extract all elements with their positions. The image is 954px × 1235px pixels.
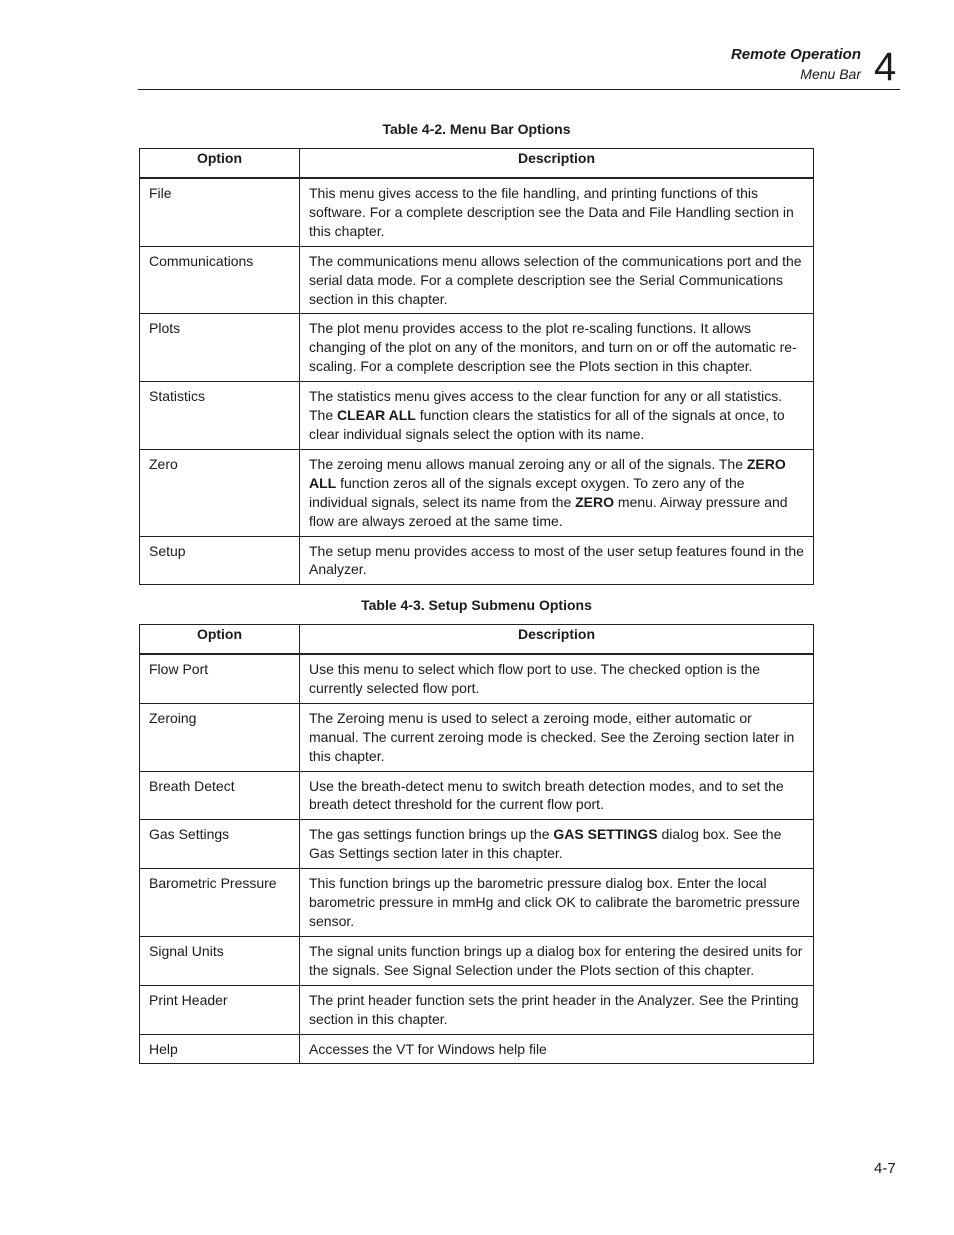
- description-cell: [300, 936, 814, 985]
- description-cell: [300, 820, 814, 869]
- description-cell: [300, 449, 814, 536]
- description-text: The print header function sets the print header in the Analyzer. See the Printing section in this chapter.: [309, 991, 799, 1027]
- description-cell: [300, 703, 814, 771]
- table-row: [140, 869, 814, 937]
- description-emphasis: CLEAR ALL: [337, 407, 416, 424]
- table-row: [140, 820, 814, 869]
- description-emphasis: GAS SETTINGS: [553, 826, 658, 843]
- header-section-title: Remote Operation: [730, 46, 861, 63]
- option-cell: Barometric Pressure: [140, 869, 300, 937]
- description-text: The statistics menu gives access to the clear function for any or all statistics. The: [309, 388, 783, 424]
- description-cell: [300, 771, 814, 820]
- table-row: [140, 449, 814, 536]
- description-cell: [300, 536, 814, 585]
- setup-submenu-options-table: [139, 624, 814, 1064]
- table-row: [140, 771, 814, 820]
- option-cell: Setup: [140, 536, 300, 585]
- column-header-option: Option: [140, 625, 300, 655]
- table-row: [140, 654, 814, 703]
- description-text: The setup menu provides access to most of the user setup features found in the Analyzer.: [309, 542, 804, 578]
- option-cell: Zero: [140, 449, 300, 536]
- description-cell: [300, 382, 814, 450]
- column-header-description: Description: [300, 625, 814, 655]
- option-cell: Communications: [140, 246, 300, 314]
- column-header-option: Option: [140, 149, 300, 179]
- table-row: [140, 1034, 814, 1064]
- table-4-3-caption: Table 4-3. Setup Submenu Options: [361, 597, 592, 613]
- description-text: The Zeroing menu is used to select a zeroing mode, either automatic or manual. The current zeroing mode is checked. See the Zeroing section later in this chapter.: [309, 709, 795, 764]
- table-row: [140, 246, 814, 314]
- description-text: dialog box. See the Gas Settings section later in this chapter.: [309, 826, 782, 862]
- description-text: The gas settings function brings up the: [309, 826, 554, 843]
- option-cell: File: [140, 178, 300, 246]
- table-header-row: [140, 149, 814, 179]
- description-cell: [300, 985, 814, 1034]
- description-text: Use the breath-detect menu to switch breath detection modes, and to set the breath detect threshold for the current flow port.: [309, 777, 784, 813]
- description-emphasis: ZERO ALL: [309, 455, 786, 491]
- description-text: The signal units function brings up a dialog box for entering the desired units for the signals. See Signal Selection under the Plots section of this chapter.: [309, 942, 803, 978]
- description-text: The plot menu provides access to the plot re-scaling functions. It allows changing of the plot on any of the monitors, and turn on or off the automatic re-scaling. For a complete description see the Plots section in this chapter.: [309, 320, 797, 375]
- table-row: [140, 536, 814, 585]
- option-cell: Flow Port: [140, 654, 300, 703]
- description-text: Accesses the VT for Windows help file: [309, 1040, 547, 1057]
- description-cell: [300, 654, 814, 703]
- option-cell: Zeroing: [140, 703, 300, 771]
- table-row: [140, 985, 814, 1034]
- page-number: 4-7: [874, 1160, 896, 1177]
- chapter-number: 4: [874, 45, 897, 89]
- description-cell: [300, 178, 814, 246]
- description-cell: [300, 869, 814, 937]
- table-row: [140, 936, 814, 985]
- column-header-description: Description: [300, 149, 814, 179]
- option-cell: Statistics: [140, 382, 300, 450]
- description-cell: [300, 1034, 814, 1064]
- option-cell: Plots: [140, 314, 300, 382]
- description-text: The communications menu allows selection of the communications port and the serial data mode. For a complete description see the Serial Communications section in this chapter.: [309, 252, 802, 307]
- description-cell: [300, 314, 814, 382]
- table-row: [140, 178, 814, 246]
- option-cell: Breath Detect: [140, 771, 300, 820]
- table-row: [140, 703, 814, 771]
- description-text: This function brings up the barometric pressure dialog box. Enter the local barometric pressure in mmHg and click OK to calibrate the barometric pressure sensor.: [309, 875, 800, 929]
- table-row: [140, 382, 814, 450]
- description-text: This menu gives access to the file handling, and printing functions of this software. For a complete description see the Data and File Handling section in this chapter.: [309, 185, 794, 239]
- option-cell: Help: [140, 1034, 300, 1064]
- option-cell: Print Header: [140, 985, 300, 1034]
- table-row: [140, 314, 814, 382]
- header-rule: [138, 89, 900, 90]
- description-text: The zeroing menu allows manual zeroing any or all of the signals. The: [309, 455, 747, 472]
- option-cell: Signal Units: [140, 936, 300, 985]
- description-text: function clears the statistics for all of the signals at once, to clear individual signals select the option with its name.: [309, 407, 785, 442]
- description-text: menu. Airway pressure and flow are always zeroed at the same time.: [309, 493, 788, 529]
- table-4-2-caption: Table 4-2. Menu Bar Options: [382, 121, 571, 137]
- menu-bar-options-table: [139, 148, 814, 585]
- description-text: function zeros all of the signals except oxygen. To zero any of the individual signals, select its name from the: [309, 474, 745, 510]
- running-header: [731, 44, 861, 82]
- description-cell: [300, 246, 814, 314]
- header-subsection-title: Menu Bar: [800, 66, 861, 82]
- option-cell: Gas Settings: [140, 820, 300, 869]
- description-text: Use this menu to select which flow port to use. The checked option is the currently selected flow port.: [309, 661, 761, 696]
- description-emphasis: ZERO: [575, 493, 615, 510]
- table-header-row: [140, 625, 814, 655]
